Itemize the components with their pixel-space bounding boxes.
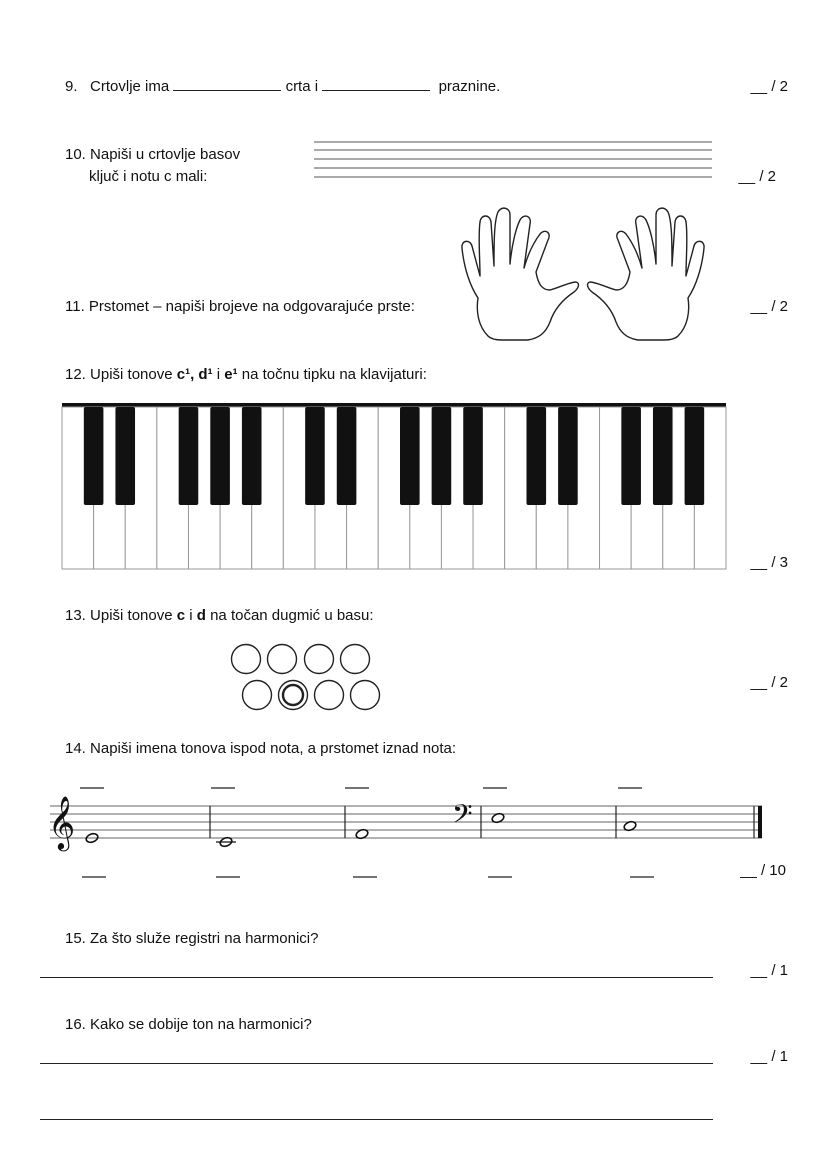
- q15-text: 15. Za što služe registri na harmonici?: [65, 930, 319, 947]
- q11-score: __ / 2: [750, 298, 788, 315]
- black-key[interactable]: [653, 407, 673, 505]
- q16-answer-line-2[interactable]: [40, 1119, 713, 1120]
- black-key[interactable]: [115, 407, 135, 505]
- q10-staff[interactable]: [314, 140, 712, 180]
- black-key[interactable]: [84, 407, 104, 505]
- q10-line2: ključ i notu c mali:: [89, 168, 208, 185]
- q15-score: __ / 1: [750, 962, 788, 979]
- bass-button[interactable]: [341, 645, 370, 674]
- black-key[interactable]: [400, 407, 420, 505]
- q9-blank-spaces[interactable]: [322, 78, 430, 91]
- piano-keyboard[interactable]: [62, 403, 726, 571]
- black-key[interactable]: [621, 407, 641, 505]
- q9-score: __ / 2: [750, 78, 788, 95]
- black-key[interactable]: [242, 407, 262, 505]
- black-key[interactable]: [337, 407, 357, 505]
- keyboard-top-bar: [62, 403, 726, 407]
- q11-text: 11. Prstomet – napiši brojeve na odgovarajuće prste:: [65, 298, 415, 315]
- q9-text: 9. Crtovlje ima crta i praznine.: [65, 78, 501, 95]
- bass-clef-icon: 𝄢: [452, 798, 473, 836]
- q10-line1: 10. Napiši u crtovlje basov: [65, 146, 241, 163]
- q16-text: 16. Kako se dobije ton na harmonici?: [65, 1016, 312, 1033]
- treble-clef-icon: 𝄞: [48, 795, 76, 849]
- q12-score: __ / 3: [750, 554, 788, 571]
- bass-button[interactable]: [232, 645, 261, 674]
- black-key[interactable]: [685, 407, 705, 505]
- bass-button[interactable]: [268, 645, 297, 674]
- bass-buttons[interactable]: [228, 642, 388, 714]
- hands-icon[interactable]: [458, 206, 708, 342]
- q14-score: __ / 10: [740, 862, 786, 879]
- black-key[interactable]: [526, 407, 546, 505]
- black-key[interactable]: [558, 407, 578, 505]
- q16-answer-line-1[interactable]: [40, 1063, 713, 1064]
- black-key[interactable]: [179, 407, 199, 505]
- q13-score: __ / 2: [750, 674, 788, 691]
- black-key[interactable]: [210, 407, 230, 505]
- q16-score: __ / 1: [750, 1048, 788, 1065]
- bass-button[interactable]: [315, 681, 344, 710]
- black-key[interactable]: [463, 407, 483, 505]
- bass-button[interactable]: [351, 681, 380, 710]
- bass-button[interactable]: [305, 645, 334, 674]
- q12-text: 12. Upiši tonove c¹, d¹ i e¹ na točnu tipku na klavijaturi:: [65, 366, 427, 383]
- q15-answer-line[interactable]: [40, 977, 713, 978]
- black-key[interactable]: [305, 407, 325, 505]
- bass-button[interactable]: [243, 681, 272, 710]
- q13-text: 13. Upiši tonove c i d na točan dugmić u basu:: [65, 607, 374, 624]
- q14-music-staff: [40, 776, 780, 886]
- q9-blank-lines[interactable]: [173, 78, 281, 91]
- q10-score: __ / 2: [738, 168, 776, 185]
- q14-text: 14. Napiši imena tonova ispod nota, a prstomet iznad nota:: [65, 740, 457, 757]
- black-key[interactable]: [432, 407, 452, 505]
